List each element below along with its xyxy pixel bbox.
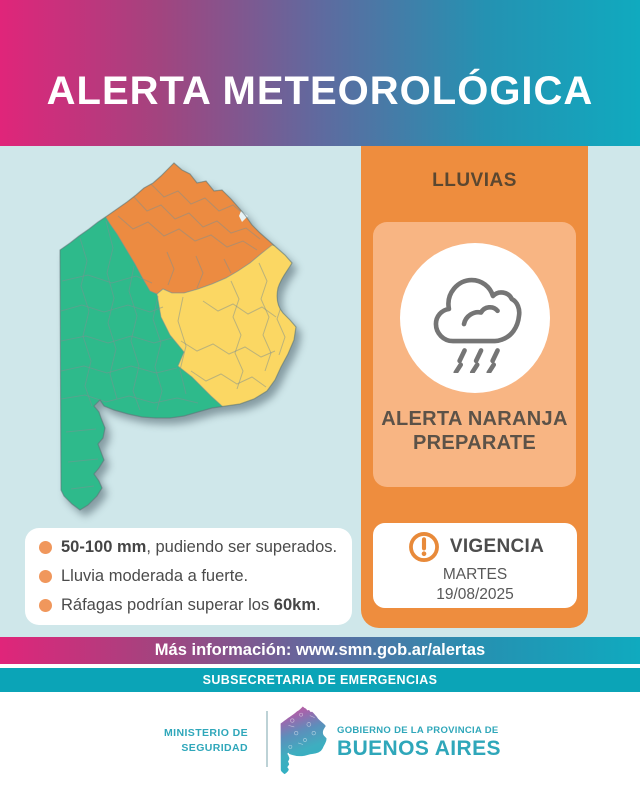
subsecretaria-text: SUBSECRETARIA DE EMERGENCIAS <box>202 673 438 687</box>
detail-item-rain <box>39 567 352 586</box>
gov-line1: GOBIERNO DE LA PROVINCIA DE <box>337 725 499 736</box>
gov-line2: BUENOS AIRES <box>337 737 501 760</box>
subsecretaria-band <box>0 668 640 692</box>
alert-level-line1: ALERTA NARANJA <box>381 408 568 430</box>
more-info-band <box>0 637 640 664</box>
detail-text: Lluvia moderada a fuerte. <box>61 567 249 585</box>
vigencia-label: VIGENCIA <box>449 536 545 558</box>
vigencia-day: MARTES <box>442 566 508 584</box>
ministry-label <box>164 726 248 755</box>
warning-icon <box>406 529 442 565</box>
alert-details-card <box>25 528 352 625</box>
detail-item-precipitation <box>39 538 352 557</box>
footer-divider <box>266 711 268 767</box>
icon-circle <box>400 243 550 393</box>
alert-level-text <box>373 408 576 455</box>
detail-text: 50-100 mm, pudiendo ser superados. <box>61 538 338 556</box>
ministry-line1: MINISTERIO DE <box>164 727 248 739</box>
detail-text: Ráfagas podrían superar los 60km. <box>61 596 321 614</box>
bullet-dot-icon <box>39 541 52 554</box>
vigencia-card <box>373 523 577 608</box>
footer <box>0 692 640 800</box>
more-info-text: Más información: www.smn.gob.ar/alertas <box>154 641 486 659</box>
vigencia-row <box>406 529 544 565</box>
province-alert-map <box>30 150 360 525</box>
detail-item-wind <box>39 596 352 615</box>
alert-level-line2: PREPARATE <box>412 431 537 454</box>
phenomenon-label: LLUVIAS <box>432 170 517 191</box>
cloud-rain-icon <box>420 263 530 373</box>
page-title: ALERTA METEOROLÓGICA <box>46 69 594 113</box>
government-label <box>337 725 501 761</box>
map-shape <box>60 150 312 510</box>
ministry-line2: SEGURIDAD <box>181 741 248 754</box>
vigencia-date: 19/08/2025 <box>436 585 514 603</box>
alert-type-panel <box>361 146 588 628</box>
header-banner <box>0 0 640 146</box>
alert-level-card <box>373 222 576 487</box>
bullet-dot-icon <box>39 599 52 612</box>
buenos-aires-province-logo-icon <box>276 703 331 777</box>
bullet-dot-icon <box>39 570 52 583</box>
